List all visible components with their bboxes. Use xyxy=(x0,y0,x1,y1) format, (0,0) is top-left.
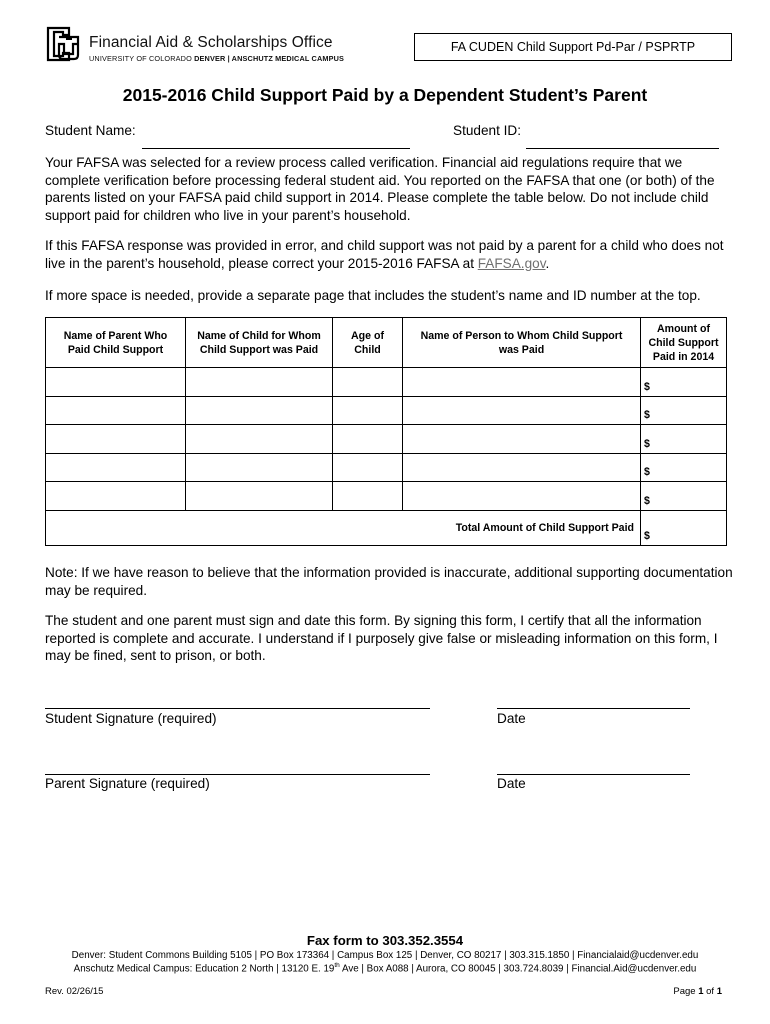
parent-signature-field[interactable] xyxy=(45,762,430,775)
org-sub-prefix: UNIVERSITY OF COLORADO xyxy=(89,54,192,63)
student-signature-label: Student Signature (required) xyxy=(45,711,217,726)
error-paragraph xyxy=(45,237,735,272)
total-label: Total Amount of Child Support Paid xyxy=(46,510,641,545)
parent-name-cell[interactable] xyxy=(46,482,186,511)
fax-number: Fax form to 303.352.3554 xyxy=(306,933,464,948)
org-name: Financial Aid & Scholarships Office xyxy=(89,34,333,51)
paragraph-text: The student and one parent must sign and date this form. By signing this form, I certify that all the information reported is complete and accurate. I understand if I purposely give false or misleading information on this form, I may be fined, sent to prison, or both. xyxy=(45,613,718,663)
child-name-cell[interactable] xyxy=(186,482,333,511)
child-age-cell[interactable] xyxy=(333,482,403,511)
certify-paragraph xyxy=(45,612,735,665)
anschutz-address xyxy=(0,962,770,974)
child-support-table xyxy=(45,317,727,546)
amount-cell[interactable] xyxy=(641,425,727,454)
total-row xyxy=(46,510,727,545)
note-paragraph xyxy=(45,564,735,599)
student-date-field[interactable] xyxy=(497,696,690,709)
parent-date-field[interactable] xyxy=(497,762,690,775)
parent-date-label: Date xyxy=(497,776,526,791)
dollar-sign: $ xyxy=(644,494,650,507)
ordinal-suffix: th xyxy=(334,962,340,969)
paragraph-end: . xyxy=(545,255,550,271)
header-recipient-name: Name of Person to Whom Child Support was Paid xyxy=(403,318,641,368)
paragraph-text: If this FAFSA response was provided in error, and child support was not paid by a parent for a child who does not live in the parent’s household, please correct your 2015-2016 FAFSA at xyxy=(45,238,724,271)
table-row xyxy=(46,482,727,511)
page-number: 1 xyxy=(698,986,704,997)
student-id-field[interactable] xyxy=(526,134,719,149)
form-code-box: FA CUDEN Child Support Pd-Par / PSPRTP xyxy=(414,33,732,61)
student-id-label: Student ID: xyxy=(453,123,522,138)
child-name-cell[interactable] xyxy=(186,368,333,397)
anschutz-text: Anschutz Medical Campus: Education 2 North | 13120 E. 19 xyxy=(73,963,335,975)
paragraph-text: If more space is needed, provide a separate page that includes the student’s name and ID number at the top. xyxy=(45,288,701,303)
dollar-sign: $ xyxy=(644,466,650,478)
student-signature-field[interactable] xyxy=(45,696,430,709)
table-row xyxy=(46,425,727,454)
recipient-name-cell[interactable] xyxy=(403,425,641,454)
child-name-cell[interactable] xyxy=(186,396,333,425)
total-amount-cell[interactable] xyxy=(641,510,727,545)
child-age-cell[interactable] xyxy=(333,425,403,454)
dollar-sign: $ xyxy=(644,529,650,542)
parent-name-cell[interactable] xyxy=(46,368,186,397)
paragraph-text: Note: If we have reason to believe that the information provided is inaccurate, additional supporting documentation may be required. xyxy=(45,565,733,598)
parent-signature-label: Parent Signature (required) xyxy=(45,776,210,791)
page-indicator xyxy=(673,986,722,997)
student-name-field[interactable] xyxy=(142,134,410,149)
fafsa-link[interactable]: FAFSA.gov xyxy=(477,255,546,271)
recipient-name-cell[interactable] xyxy=(403,368,641,397)
page-prefix: Page xyxy=(673,986,699,997)
table-row xyxy=(46,396,727,425)
amount-cell[interactable] xyxy=(641,368,727,397)
header-child-age: Age of Child xyxy=(333,318,403,368)
header-amount: Amount of Child Support Paid in 2014 xyxy=(641,318,727,368)
paragraph-text: Your FAFSA was selected for a review process called verification. Financial aid regulations require that we complete verification before processing federal student aid. You reported on the FAFSA that one (or both) of the parents listed on your FAFSA paid child support in 2014. Please complete the table below. Do not include child support paid for children who live in your parent’s household. xyxy=(45,155,715,223)
recipient-name-cell[interactable] xyxy=(403,453,641,482)
child-age-cell[interactable] xyxy=(333,396,403,425)
recipient-name-cell[interactable] xyxy=(403,482,641,511)
anschutz-text-end: Ave | Box A088 | Aurora, CO 80045 | 303.724.8039 | Financial.Aid@ucdenver.edu xyxy=(339,963,697,975)
amount-cell[interactable] xyxy=(641,482,727,511)
org-sub-bold: DENVER | ANSCHUTZ MEDICAL CAMPUS xyxy=(194,54,345,63)
student-date-label: Date xyxy=(497,711,526,726)
parent-name-cell[interactable] xyxy=(46,396,186,425)
dollar-sign: $ xyxy=(644,409,650,421)
amount-cell[interactable] xyxy=(641,453,727,482)
parent-name-cell[interactable] xyxy=(46,425,186,454)
child-name-cell[interactable] xyxy=(186,425,333,454)
parent-name-cell[interactable] xyxy=(46,453,186,482)
student-name-label: Student Name: xyxy=(45,123,136,138)
header-child-name: Name of Child for Whom Child Support was Paid xyxy=(186,318,333,368)
header-parent-name: Name of Parent Who Paid Child Support xyxy=(46,318,186,368)
denver-address: Denver: Student Commons Building 5105 | PO Box 173364 | Campus Box 125 | Denver, CO 80217 | 303.315.1850 | Financialaid@ucdenver.edu xyxy=(71,950,699,961)
page-title: 2015-2016 Child Support Paid by a Dependent Student’s Parent xyxy=(122,85,648,105)
table-header-row xyxy=(46,318,727,368)
revision-date: Rev. 02/26/15 xyxy=(45,986,104,997)
dollar-sign: $ xyxy=(644,437,650,450)
child-name-cell[interactable] xyxy=(186,453,333,482)
table-row xyxy=(46,368,727,397)
cu-logo-icon xyxy=(45,26,81,62)
child-age-cell[interactable] xyxy=(333,368,403,397)
page-of: of xyxy=(703,986,717,997)
child-age-cell[interactable] xyxy=(333,453,403,482)
dollar-sign: $ xyxy=(644,380,650,393)
verification-paragraph xyxy=(45,154,735,224)
org-subtitle xyxy=(89,54,344,63)
page-total: 1 xyxy=(716,986,722,997)
table-row xyxy=(46,453,727,482)
recipient-name-cell[interactable] xyxy=(403,396,641,425)
amount-cell[interactable] xyxy=(641,396,727,425)
more-space-paragraph xyxy=(45,287,735,305)
